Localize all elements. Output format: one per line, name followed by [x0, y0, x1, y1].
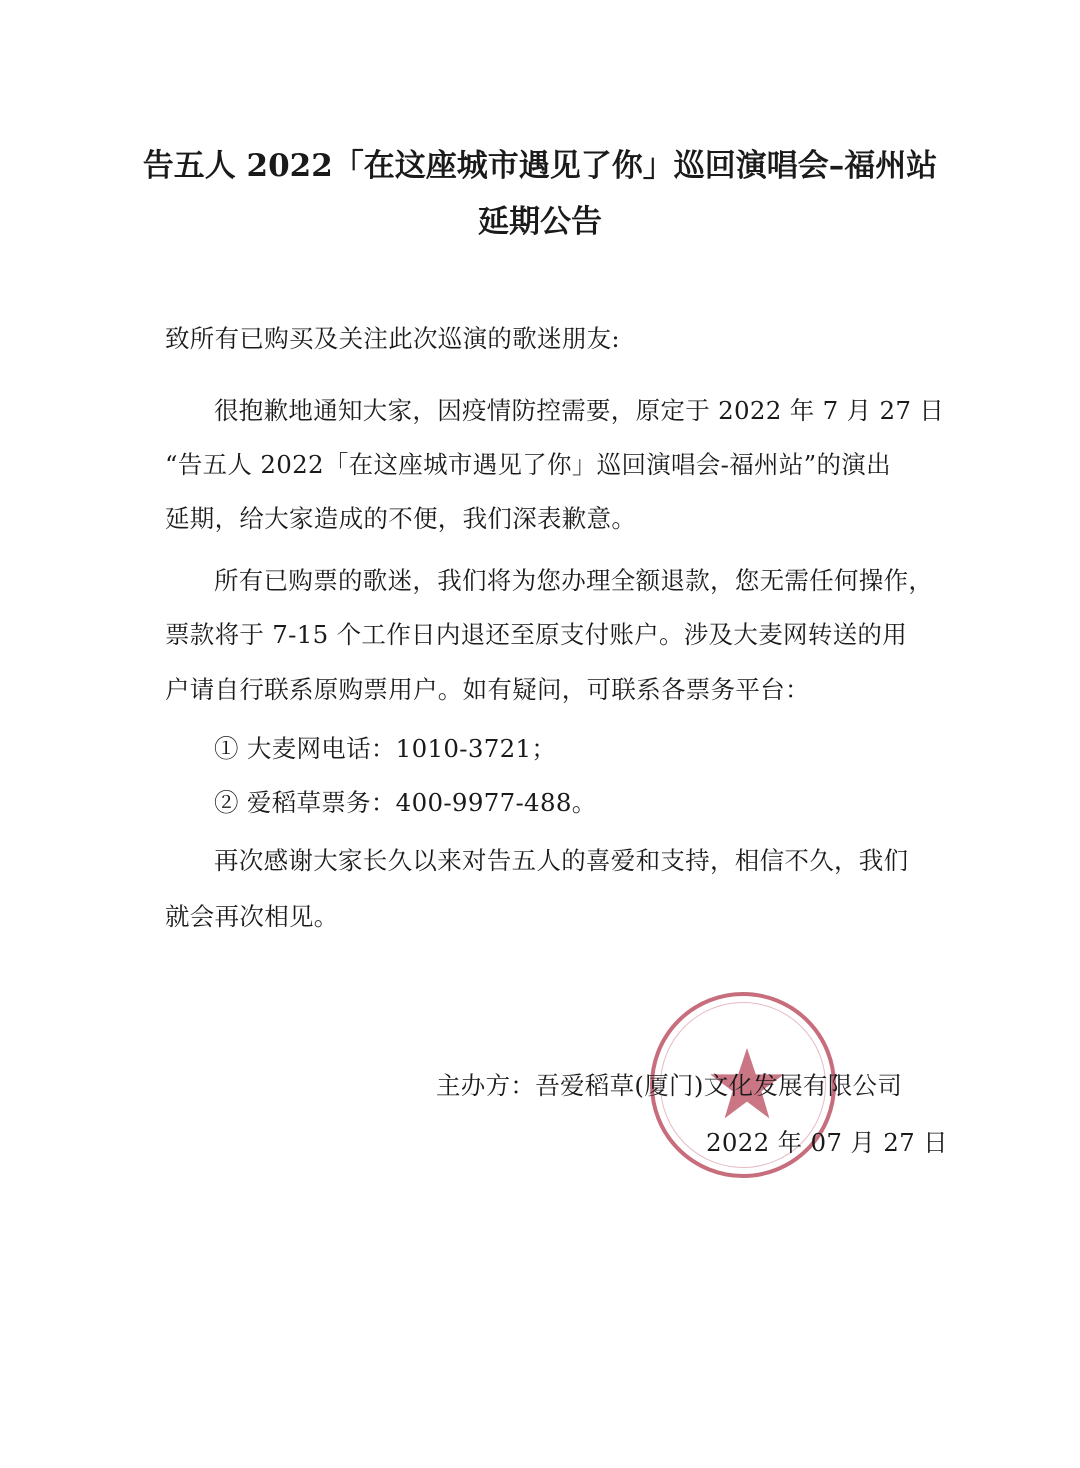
contact-damai: ① 大麦网电话：1010-3721；	[214, 734, 557, 763]
paragraph-1-line-1: 很抱歉地通知大家，因疫情防控需要，原定于 2022 年 7 月 27 日	[214, 396, 945, 425]
salutation: 致所有已购买及关注此次巡演的歌迷朋友:	[165, 324, 620, 353]
contact-aidaocao: ② 爱稻草票务：400-9977-488。	[214, 788, 597, 817]
paragraph-1-line-3: 延期，给大家造成的不便，我们深表歉意。	[165, 504, 637, 533]
paragraph-2-line-1: 所有已购票的歌迷，我们将为您办理全额退款，您无需任何操作，	[214, 566, 934, 595]
paragraph-1-line-2: “告五人 2022「在这座城市遇见了你」巡回演唱会-福州站”的演出	[165, 450, 891, 479]
paragraph-2-line-2: 票款将于 7-15 个工作日内退还至原支付账户。涉及大麦网转送的用	[165, 620, 908, 649]
paragraph-2-line-3: 户请自行联系原购票用户。如有疑问，可联系各票务平台：	[165, 675, 810, 704]
date: 2022 年 07 月 27 日	[706, 1128, 948, 1157]
organizer: 主办方：吾爱稻草(厦门)文化发展有限公司	[436, 1071, 903, 1100]
paragraph-3-line-1: 再次感谢大家长久以来对告五人的喜爱和支持，相信不久，我们	[214, 846, 909, 875]
paragraph-3-line-2: 就会再次相见。	[165, 902, 339, 931]
page-title-line-1: 告五人 2022「在这座城市遇见了你」巡回演唱会–福州站	[142, 148, 938, 184]
page-title-line-2: 延期公告	[478, 204, 602, 240]
